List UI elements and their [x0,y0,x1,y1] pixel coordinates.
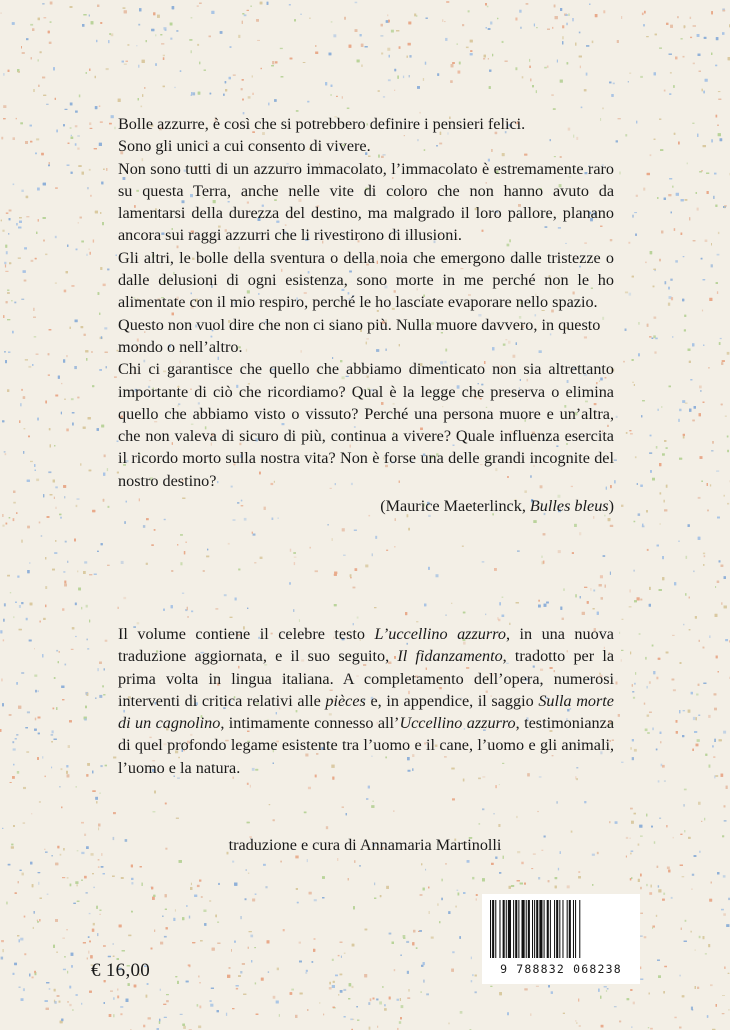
desc-text-1: Il volume contiene il celebre testo [118,625,375,643]
desc-title-uccellino-2: Uccellino azzurro [399,714,516,733]
barcode-bar [550,900,551,958]
barcode-bar [567,900,568,958]
description-paragraph [118,623,614,779]
barcode-bar [536,900,538,958]
quote-attribution [118,495,614,517]
barcode-bar [554,900,555,958]
barcode-bar [556,900,558,958]
barcode-bar [503,900,505,958]
barcode-bar [547,900,549,958]
quote-paragraph-4: Chi ci garantisce che quello che abbiamo dimenticato non sia altrettanto importante di ciò che ricordiamo? Qual è la legge che preserva o elimina quello che abbiamo visto o vissuto? Perché una persona muore e un’altra, che non valeva di sicuro di più, continua a vivere? Quale influenza esercita il ricordo morto sulla nostra vita? Non è forse una delle grandi incognite del nostro destino? [118,360,614,490]
barcode-bar [528,900,530,958]
barcode-bar [515,900,517,958]
barcode-bar [539,900,542,958]
desc-text-2: , in una nuova traduzione aggiornata, e il suo seguito, [118,625,614,666]
desc-text-4: e, in appendice, il saggio [365,691,539,710]
barcode-bar [573,900,574,958]
barcode-bar [579,900,580,958]
barcode-bar [508,900,511,958]
barcode-bar [575,900,576,958]
barcode-bar [559,900,560,958]
desc-text-3: , tradotto per la prima volta in lingua italiana. A completamento dell’opera, numerosi interventi di critica relativi alle [118,647,615,710]
barcode-bars [488,900,634,962]
desc-title-pieces: pièces [325,691,366,710]
barcode-bar [495,900,496,958]
barcode-bar [534,900,535,958]
desc-text-6: , testimonianza di quel profondo legame esistente tra l’uomo e il cane, l’uomo e gli animali, l’uomo e la natura. [118,714,615,777]
barcode-bar [569,900,571,958]
barcode-bar [532,900,533,958]
attribution-close: ) [608,497,614,516]
isbn-number: 9 788832 068238 [500,962,622,976]
quote-line-2: Sono gli unici a cui consento di vivere. [118,137,371,156]
desc-title-cagnolino: Sulla morte di un cagnolino [118,691,614,733]
desc-text-5: , intimamente connesso all’ [220,714,400,733]
desc-title-uccellino: L’uccellino azzurro [374,625,506,643]
attribution-author: (Maurice Maeterlinck, [380,497,530,516]
translator-credit: traduzione e cura di Annamaria Martinolli [228,836,502,854]
barcode-bar [522,900,525,958]
barcode-bar [506,900,507,958]
barcode-bar [544,900,545,958]
quote-passage [118,113,614,517]
barcode-bar [526,900,527,958]
barcode-bar [499,900,500,958]
price-label: € 16,00 [91,960,151,981]
quote-paragraph-1: Non sono tutti di un azzurro immacolato, l’immacolato è estremamente raro su questa Terra, anche nelle vite di coloro che non hanno avuto da lamentarsi della durezza del destino, ma malgrado il loro pallore, planano ancora sui raggi azzurri che li rivestirono di illusioni. [118,159,614,245]
desc-title-fidanzamento: Il fidanzamento [397,647,503,666]
barcode-bar [562,900,563,958]
barcode-bar [518,900,519,958]
barcode-bar [492,900,494,958]
quote-paragraph-2: Gli altri, le bolle della sventura o della noia che emergono dalle tristezze o dalle delusioni di ogni esistenza, sono morte in me perché non le ho alimentate con il mio respiro, perché le ho lasciate evaporare nello spazio. [118,248,614,312]
attribution-title: Bulles bleus [529,497,609,516]
barcode-bar [490,900,491,958]
barcode-bar [513,900,514,958]
isbn-barcode [482,894,640,984]
book-description [118,623,614,779]
quote-paragraph-3: Questo non vuol dire che non ci siano più. Nulla muore davvero, in questo mondo o nell’altro. [118,315,601,356]
quote-line-1: Bolle azzurre, è così che si potrebbero definire i pensieri felici. [118,115,526,133]
